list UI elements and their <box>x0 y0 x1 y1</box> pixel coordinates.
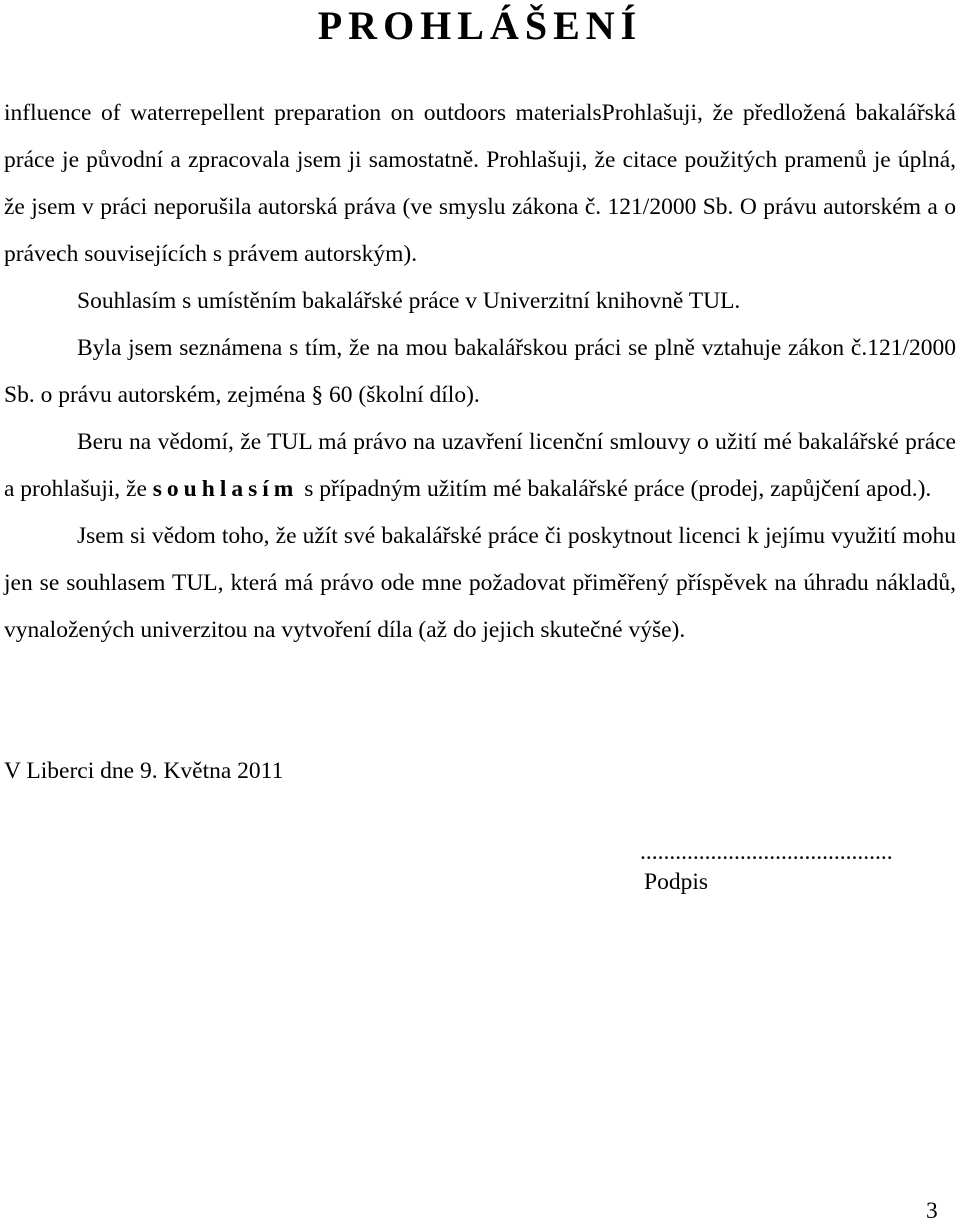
paragraph-usage-terms: Jsem si vědom toho, že užít své bakalářské práce či poskytnout licenci k jejímu využití mohu jen se souhlasem TUL, která má právo ode mne požadovat přiměřený příspěvek na úhradu nákladů, vynaložených univerzitou na vytvoření díla (až do jejich skutečné výše). <box>4 523 956 643</box>
paragraph-library-consent: Souhlasím s umístěním bakalářské práce v Univerzitní knihovně TUL. <box>77 288 741 314</box>
signature-line: ........................................... <box>640 839 893 865</box>
declaration-body <box>4 90 956 654</box>
paragraph-license <box>4 419 956 513</box>
consent-emphasis: souhlasím <box>152 476 299 502</box>
license-text-start: Beru na vědomí, že TUL má právo na uzavření licenční smlouvy o užití mé bakalářské práce a prohlašuji, že <box>4 429 956 502</box>
paragraph-originality: influence of waterrepellent preparation on outdoors materialsProhlašuji, že předložená bakalářská práce je původní a zpracovala jsem ji samostatně. Prohlašuji, že citace použitých pramenů je úplná, že jsem v práci neporušila autorská práva (ve smyslu zákona č. 121/2000 Sb. O právu autorském a o právech souvisejících s právem autorským). <box>4 100 956 267</box>
page-number: 3 <box>926 1198 938 1224</box>
paragraph-copyright-law: Byla jsem seznámena s tím, že na mou bakalářskou práci se plně vztahuje zákon č.121/2000 Sb. o právu autorském, zejména § 60 (školní dílo). <box>4 335 956 408</box>
license-text-end: s případným užitím mé bakalářské práce (prodej, zapůjčení apod.). <box>298 476 932 502</box>
signature-label: Podpis <box>644 869 708 895</box>
place-and-date: V Liberci dne 9. Května 2011 <box>4 758 284 784</box>
page-title: PROHLÁŠENÍ <box>317 3 643 48</box>
